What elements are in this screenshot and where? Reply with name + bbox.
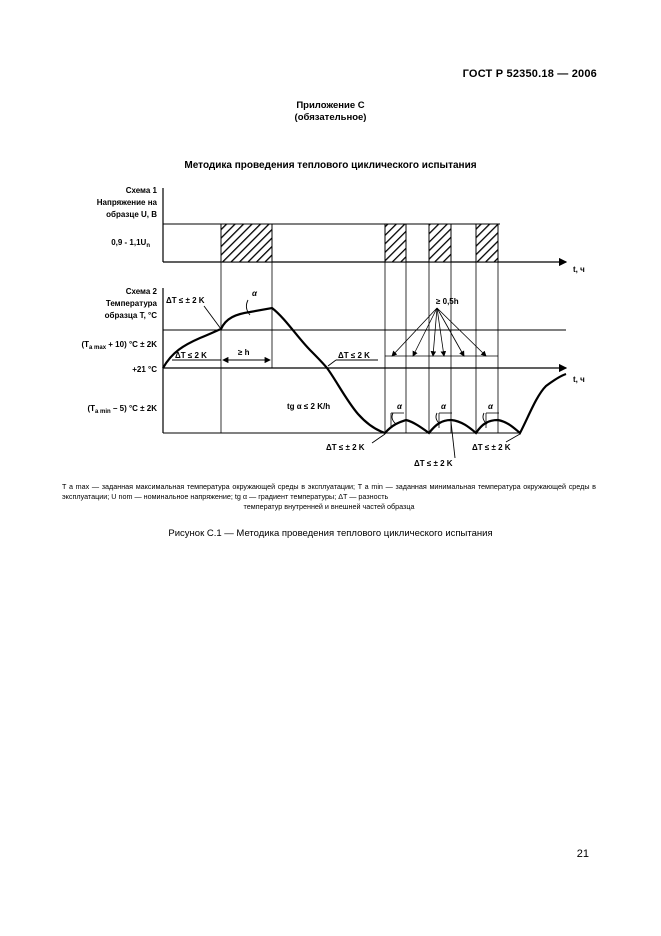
temperature-curve — [163, 308, 566, 433]
scheme1-t-label: t, ч — [573, 265, 585, 274]
alpha-label-1: α — [252, 289, 257, 298]
scheme2-label-3: образца T, °C — [104, 311, 157, 320]
ge-h-label: ≥ h — [238, 348, 250, 357]
notes-text: T a max — заданная максимальная температура окружающей среды в эксплуатации; T a min — заданная минимальная температура окружающей среды в эксплуатации; U nom — номинальное напряжение; tg α — градиент температуры; ΔT — разность — [62, 482, 596, 501]
scheme1-label-1: Схема 1 — [125, 186, 157, 195]
scheme2-label-2: Температура — [105, 299, 157, 308]
dT-label-1: ΔT ≤ ± 2 K — [166, 296, 205, 305]
dT-leader-5 — [451, 422, 455, 458]
page-number: 21 — [576, 848, 589, 860]
alpha-arc-2 — [392, 413, 396, 424]
notes-last-line: температур внутренней и внешней частей образца — [243, 502, 415, 511]
scheme2-t-label: t, ч — [573, 375, 585, 384]
dT-leader-1 — [204, 306, 221, 329]
voltage-block-3 — [429, 224, 451, 262]
fan-arrow — [437, 308, 444, 356]
dT-label-6: ΔT ≤ ± 2 K — [472, 443, 511, 452]
section-title: Методика проведения теплового циклического испытания — [184, 160, 477, 171]
tg-alpha-label: tg α ≤ 2 K/h — [287, 402, 331, 411]
level-21-label: +21 °C — [132, 365, 157, 374]
scheme1-label-2: Напряжение на — [96, 198, 157, 207]
level-low-label: $(T_{a min} - 5) ^\circ С \pm 2K$ — [87, 404, 157, 415]
ge-05h-label: ≥ 0,5h — [436, 297, 459, 306]
alpha-label-3: α — [441, 402, 446, 411]
dT-label-5: ΔT ≤ ± 2 K — [414, 459, 453, 468]
scheme2-label-1: Схема 2 — [125, 287, 157, 296]
voltage-block-4 — [476, 224, 498, 262]
dT-label-2: ΔT ≤ 2 K — [175, 351, 207, 360]
fan-arrow — [437, 308, 486, 356]
scheme1-label-3: образце U, В — [106, 210, 157, 219]
fan-arrow — [437, 308, 464, 356]
appendix-status: (обязательное) — [294, 112, 367, 123]
figure-caption: Рисунок С.1 — Методика проведения теплового циклического испытания — [168, 528, 493, 539]
dT-label-3: ΔT ≤ 2 K — [338, 351, 370, 360]
dT-leader-6 — [506, 434, 520, 442]
level-high-label: $(T_{a max} + 10) ^\circ С \pm 2K$ — [81, 340, 157, 351]
voltage-block-2 — [385, 224, 406, 262]
document-header: ГОСТ Р 52350.18 — 2006 — [462, 68, 597, 80]
voltage-level-label: $0,9 - 1,1U_n$ — [111, 238, 150, 249]
dT-label-4: ΔT ≤ ± 2 K — [326, 443, 365, 452]
figure-notes — [62, 482, 596, 512]
alpha-label-2: α — [397, 402, 402, 411]
appendix-title: Приложение С — [296, 100, 365, 111]
fan-arrow — [392, 308, 437, 356]
voltage-block-1 — [221, 224, 272, 262]
dT-leader-4 — [372, 434, 385, 443]
dT-leader-3 — [328, 360, 336, 366]
alpha-label-4: α — [488, 402, 493, 411]
